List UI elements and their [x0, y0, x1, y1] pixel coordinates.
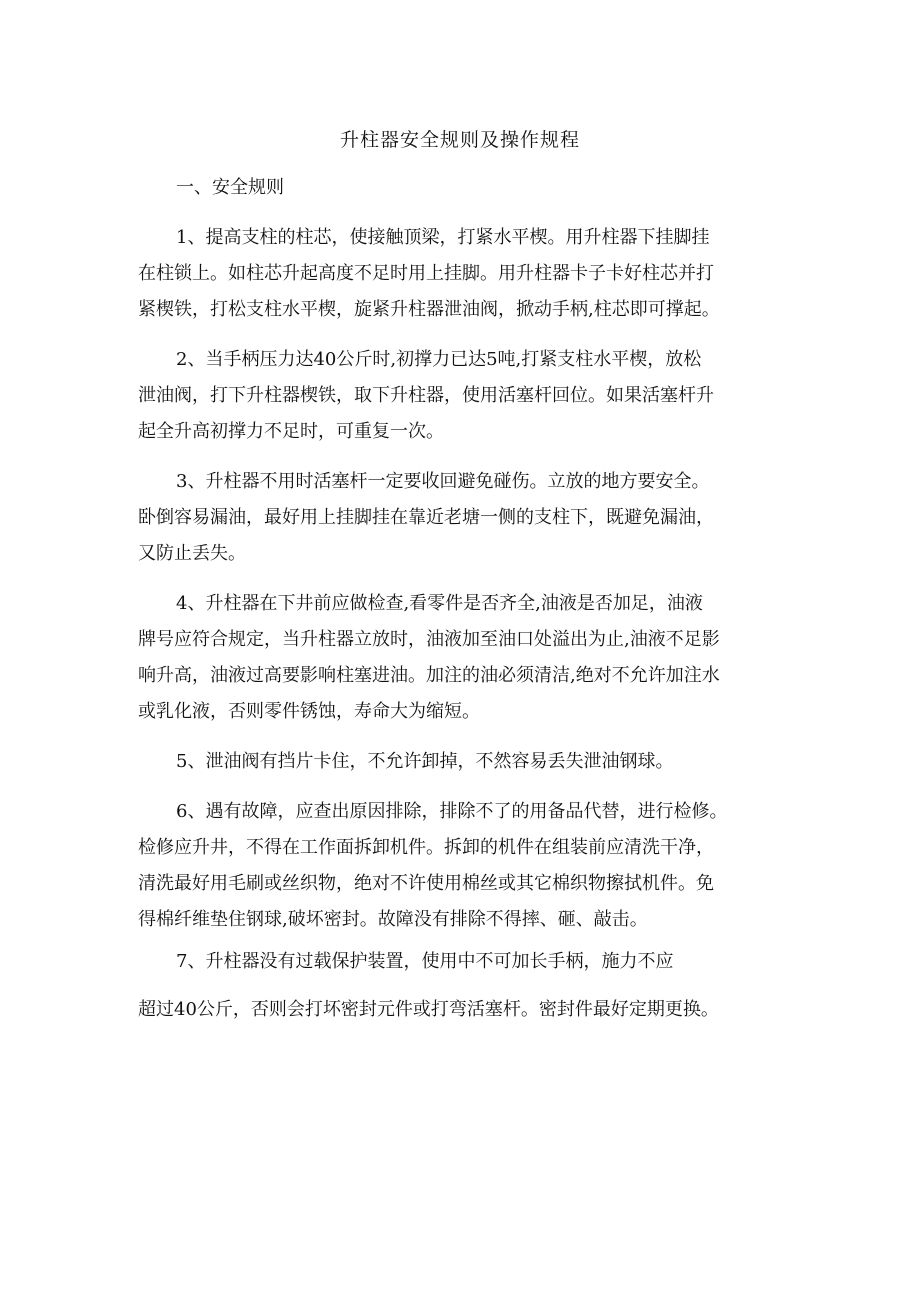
paragraph-line: 得棉纤维垫住钢球,破坏密封。故障没有排除不得摔、砸、敲击。: [138, 909, 648, 930]
paragraph-line: 清洗最好用毛刷或丝织物，绝对不许使用棉丝或其它棉织物擦拭机件。免: [138, 873, 714, 894]
paragraph-6: [138, 794, 798, 938]
section-heading: 一、安全规则: [176, 177, 284, 198]
paragraph-line: 检修应升井，不得在工作面拆卸机件。拆卸的机件在组装前应清洗干净，: [138, 837, 714, 858]
paragraph-line: 泄油阀，打下升柱器楔铁，取下升柱器，使用活塞杆回位。如果活塞杆升: [138, 385, 714, 406]
paragraph-line: 6、遇有故障，应查出原因排除，排除不了的用备品代替，进行检修。: [176, 801, 728, 822]
paragraph-7: [138, 944, 798, 1028]
paragraph-line: 起全升高初撑力不足时，可重复一次。: [138, 421, 444, 442]
paragraph-3: [138, 464, 798, 572]
paragraph-2: [138, 342, 798, 450]
paragraph-line: 在柱锁上。如柱芯升起高度不足时用上挂脚。用升柱器卡子卡好柱芯并打: [138, 263, 714, 284]
paragraph-line: 超过40公斤，否则会打坏密封元件或打弯活塞杆。密封件最好定期更换。: [138, 999, 719, 1020]
paragraph-line: 又防止丢失。: [138, 543, 246, 564]
paragraph-1: [138, 220, 798, 328]
paragraph-line: 4、升柱器在下井前应做检查,看零件是否齐全,油液是否加足，油液: [176, 593, 703, 614]
paragraph-line: 2、当手柄压力达40公斤时,初撑力已达5吨,打紧支柱水平楔，放松: [176, 349, 702, 370]
paragraph-line: 1、提高支柱的柱芯，使接触顶梁，打紧水平楔。用升柱器下挂脚挂: [176, 227, 710, 248]
document-title: 升柱器安全规则及操作规程: [339, 129, 580, 151]
paragraph-4: [138, 586, 798, 730]
paragraph-line: 3、升柱器不用时活塞杆一定要收回避免碰伤。立放的地方要安全。: [176, 471, 710, 492]
paragraph-line: 5、泄油阀有挡片卡住，不允许卸掉，不然容易丢失泄油钢球。: [176, 751, 674, 772]
paragraph-line: 或乳化液，否则零件锈蚀，寿命大为缩短。: [138, 701, 480, 722]
paragraph-line: 紧楔铁，打松支柱水平楔，旋紧升柱器泄油阀，掀动手柄,柱芯即可撑起。: [138, 299, 720, 320]
paragraph-line: 7、升柱器没有过载保护装置，使用中不可加长手柄，施力不应: [176, 951, 674, 972]
paragraph-line: 牌号应符合规定，当升柱器立放时，油液加至油口处溢出为止,油液不足影: [138, 629, 720, 650]
paragraph-line: 响升高，油液过高要影响柱塞进油。加注的油必须清洁,绝对不允许加注水: [138, 665, 720, 686]
paragraph-line: 卧倒容易漏油，最好用上挂脚挂在靠近老塘一侧的支柱下，既避免漏油，: [138, 507, 714, 528]
paragraph-5: [138, 744, 798, 780]
document-body: [138, 170, 798, 1042]
